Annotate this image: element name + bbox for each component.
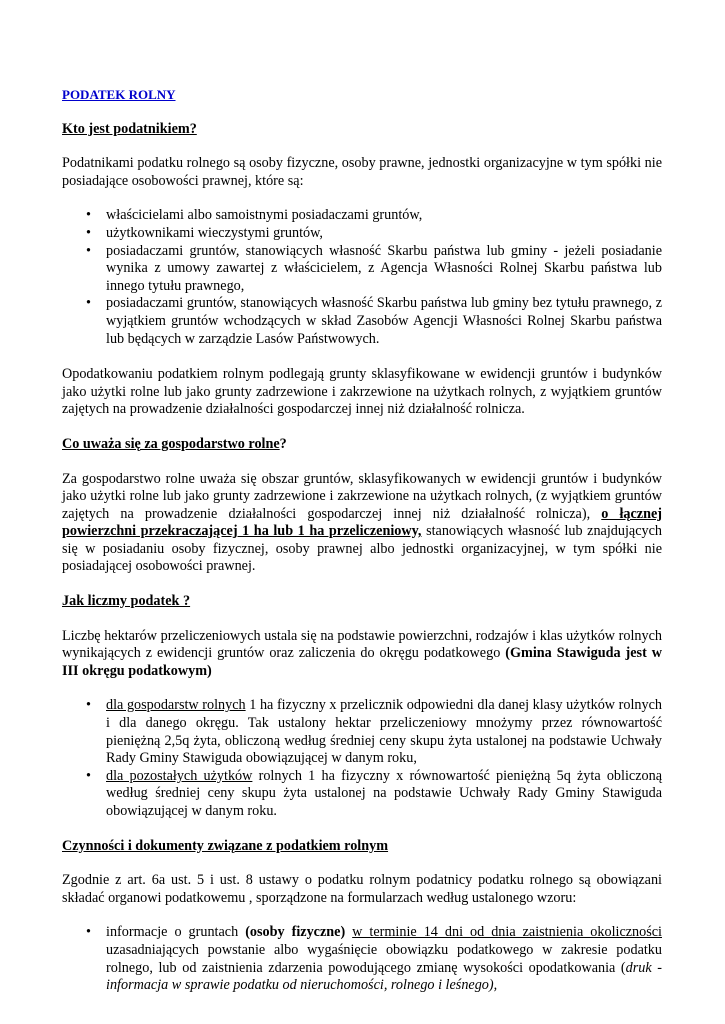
- taxation-scope-paragraph: Opodatkowaniu podatkiem rolnym podlegają grunty sklasyfikowane w ewidencji gruntów i budynków jako użytki rolne lub jako grunty zadrzewione i zakrzewione na użytkach rolnych, z wyjątkiem gruntów zajętych na prowadzenie działalności gospodarczej innej niż działalność rolnicza.: [62, 366, 662, 418]
- documents-paragraph: Zgodnie z art. 6a ust. 5 i ust. 8 ustawy o podatku rolnym podatnicy podatku rolnego są obowiązani składać organowi podatkowemu , sporządzone na formularzach według ustalonego wzoru:: [62, 872, 662, 906]
- bullet-icon: •: [86, 924, 91, 941]
- taxpayer-intro: Podatnikami podatku rolnego są osoby fizyczne, osoby prawne, jednostki organizacyjne w tym spółki nie posiadające osobowości prawnej, które są:: [62, 155, 662, 189]
- calculation-paragraph: Liczbę hektarów przeliczeniowych ustala się na podstawie powierzchni, rodzajów i klas użytków rolnych wynikających z ewidencji gruntów oraz zaliczenia do okręgu podatkowego (Gmina Stawiguda jest w III okręgu podatkowym): [62, 627, 662, 679]
- tax-district-note: (Gmina Stawiguda jest w III okręgu podatkowym): [62, 645, 662, 679]
- bullet-icon: •: [86, 767, 91, 784]
- other-land-link[interactable]: dla pozostałych użytków: [106, 767, 253, 784]
- documents-list: [62, 924, 662, 994]
- bullet-icon: •: [86, 295, 91, 312]
- list-item: • dla pozostałych użytków rolnych 1 ha fizyczny x równowartość pieniężną 5q żyta obliczoną według średniej ceny skupu żyta ustalonej na podstawie Uchwały Rady Gminy Stawiguda obowiązującej w danym roku.: [86, 767, 662, 819]
- list-item: • dla gospodarstw rolnych 1 ha fizyczny x przelicznik odpowiedni dla danej klasy użytków rolnych i dla danego okręgu. Tak ustalony hektar przeliczeniowy mnożymy przez równowartość pieniężną 2,5q żyta, obliczoną według średniej ceny skupu żyta ustalonej na podstawie Uchwały Rady Gminy Stawiguda obowiązującej w danym roku,: [86, 697, 662, 767]
- page-title[interactable]: PODATEK ROLNY: [62, 87, 176, 102]
- section-heading-calculation: Jak liczmy podatek ?: [62, 593, 191, 610]
- list-item: • posiadaczami gruntów, stanowiących własność Skarbu państwa lub gminy bez tytułu prawnego, z wyjątkiem gruntów wchodzących w skład Zasobów Agencji Własności Rolnej Skarbu państwa lub będących w zarządzie Lasów Państwowych.: [86, 295, 662, 347]
- bullet-icon: •: [86, 242, 91, 259]
- document-page: [62, 82, 662, 995]
- bullet-icon: •: [86, 224, 91, 241]
- list-item: • informacje o gruntach (osoby fizyczne) w terminie 14 dni od dnia zaistnienia okoliczności uzasadniających powstanie albo wygaśnięcie obowiązku podatkowego w zakresie podatku rolnego, lub od zaistnienia zdarzenia powodującego zmianę wysokości opodatkowania (druk - informacja w sprawie podatku od nieruchomości, rolnego i leśnego),: [86, 924, 662, 994]
- list-item: • posiadaczami gruntów, stanowiących własność Skarbu państwa lub gminy - jeżeli posiadanie wynika z umowy zawartej z właścicielem, z Agencja Własności Rolnej Skarbu państwa lub innego tytułu prawnego,: [86, 242, 662, 294]
- taxpayer-list: [62, 207, 662, 348]
- list-item: • użytkownikami wieczystymi gruntów,: [86, 224, 323, 241]
- section-heading-documents: Czynności i dokumenty związane z podatkiem rolnym: [62, 837, 389, 854]
- farm-area-threshold: o łącznej powierzchni przekraczającej 1 ha lub 1 ha przeliczeniowy,: [62, 505, 663, 540]
- calculation-list: [62, 697, 662, 820]
- bullet-icon: •: [86, 697, 91, 714]
- list-item: • właścicielami albo samoistnymi posiadaczami gruntów,: [86, 207, 423, 224]
- section-heading-farm: Co uważa się za gospodarstwo rolne?: [62, 435, 287, 452]
- bullet-icon: •: [86, 207, 91, 224]
- farm-link[interactable]: dla gospodarstw rolnych: [106, 697, 246, 714]
- farm-definition-paragraph: Za gospodarstwo rolne uważa się obszar gruntów, sklasyfikowanych w ewidencji gruntów i budynków jako użytki rolne lub jako grunty zadrzewione i zakrzewione na użytkach rolnych, (z wyjątkiem gruntów zajętych na prowadzenie działalności gospodarczej innej niż działalność rolnicza), o łącznej powierzchni przekraczającej 1 ha lub 1 ha przeliczeniowy, stanowiących własność lub znajdujących się w posiadaniu osoby fizycznej, osoby prawnej albo jednostki organizacyjnej, w tym spółki nie posiadającej osobowości prawnej.: [62, 470, 663, 575]
- section-heading-taxpayer: Kto jest podatnikiem?: [62, 120, 197, 137]
